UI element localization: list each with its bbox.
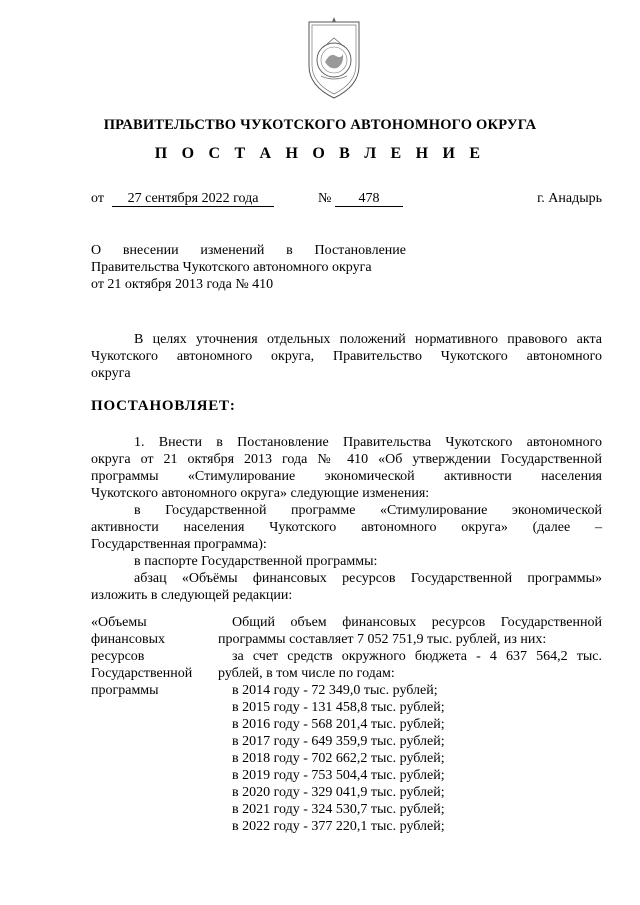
para1-line-3: программы «Стимулирование экономической активности населения	[91, 469, 602, 484]
year-line: в 2015 году - 131 458,8 тыс. рублей;	[232, 700, 445, 715]
para2-line-2: активности населения Чукотского автономного округа» (далее –	[91, 520, 602, 535]
subject-line-1: О внесении изменений в Постановление	[91, 243, 406, 258]
table-left-line-4: Государственной	[91, 666, 193, 681]
table-right-line-4: рублей, в том числе по годам:	[218, 666, 395, 681]
table-left-line-2: финансовых	[91, 632, 165, 647]
para1-line-2: округа от 21 октября 2013 года № 410 «Об утверждении Государственной	[91, 452, 602, 467]
preamble-line-1: В целях уточнения отдельных положений нормативного правового акта	[134, 332, 602, 347]
year-line: в 2021 году - 324 530,7 тыс. рублей;	[232, 802, 445, 817]
table-right-line-2: программы составляет 7 052 751,9 тыс. рублей, из них:	[218, 632, 547, 647]
year-line: в 2014 году - 72 349,0 тыс. рублей;	[232, 683, 438, 698]
para3: в паспорте Государственной программы:	[134, 554, 378, 569]
year-line: в 2020 году - 329 041,9 тыс. рублей;	[232, 785, 445, 800]
para4-line-2: изложить в следующей редакции:	[91, 588, 293, 603]
year-line: в 2019 году - 753 504,4 тыс. рублей;	[232, 768, 445, 783]
decree-label: ПОСТАНОВЛЯЕТ:	[91, 398, 236, 414]
para2-line-1: в Государственной программе «Стимулирование экономической	[134, 503, 602, 518]
preamble-line-2: Чукотского автономного округа, Правительство Чукотского автономного	[91, 349, 602, 364]
table-left-line-3: ресурсов	[91, 649, 145, 664]
table-left-line-1: «Объемы	[91, 615, 147, 630]
document-date: 27 сентября 2022 года	[112, 191, 274, 207]
para1-line-4: Чукотского автономного округа» следующие изменения:	[91, 486, 430, 501]
year-line: в 2017 году - 649 359,9 тыс. рублей;	[232, 734, 445, 749]
city: г. Анадырь	[537, 191, 602, 206]
from-label: от	[91, 191, 104, 206]
preamble-line-3: округа	[91, 366, 131, 381]
document-type: П О С Т А Н О В Л Е Н И Е	[154, 145, 486, 162]
coat-of-arms-emblem	[303, 14, 365, 102]
table-right-line-3: за счет средств окружного бюджета - 4 637 564,2 тыс.	[232, 649, 602, 664]
year-line: в 2018 году - 702 662,2 тыс. рублей;	[232, 751, 445, 766]
para4-line-1: абзац «Объёмы финансовых ресурсов Государственной программы»	[134, 571, 602, 586]
year-line: в 2016 году - 568 201,4 тыс. рублей;	[232, 717, 445, 732]
para2-line-3: Государственная программа):	[91, 537, 267, 552]
table-right-line-1: Общий объем финансовых ресурсов Государственной	[232, 615, 602, 630]
number-label: №	[318, 191, 332, 206]
subject-line-2: Правительства Чукотского автономного округа	[91, 260, 372, 275]
document-number: 478	[335, 191, 403, 207]
subject-line-3: от 21 октября 2013 года № 410	[91, 277, 274, 292]
table-left-line-5: программы	[91, 683, 159, 698]
year-line: в 2022 году - 377 220,1 тыс. рублей;	[232, 819, 445, 834]
para1-line-1: 1. Внести в Постановление Правительства Чукотского автономного	[134, 435, 602, 450]
government-title: ПРАВИТЕЛЬСТВО ЧУКОТСКОГО АВТОНОМНОГО ОКРУГА	[103, 117, 537, 133]
